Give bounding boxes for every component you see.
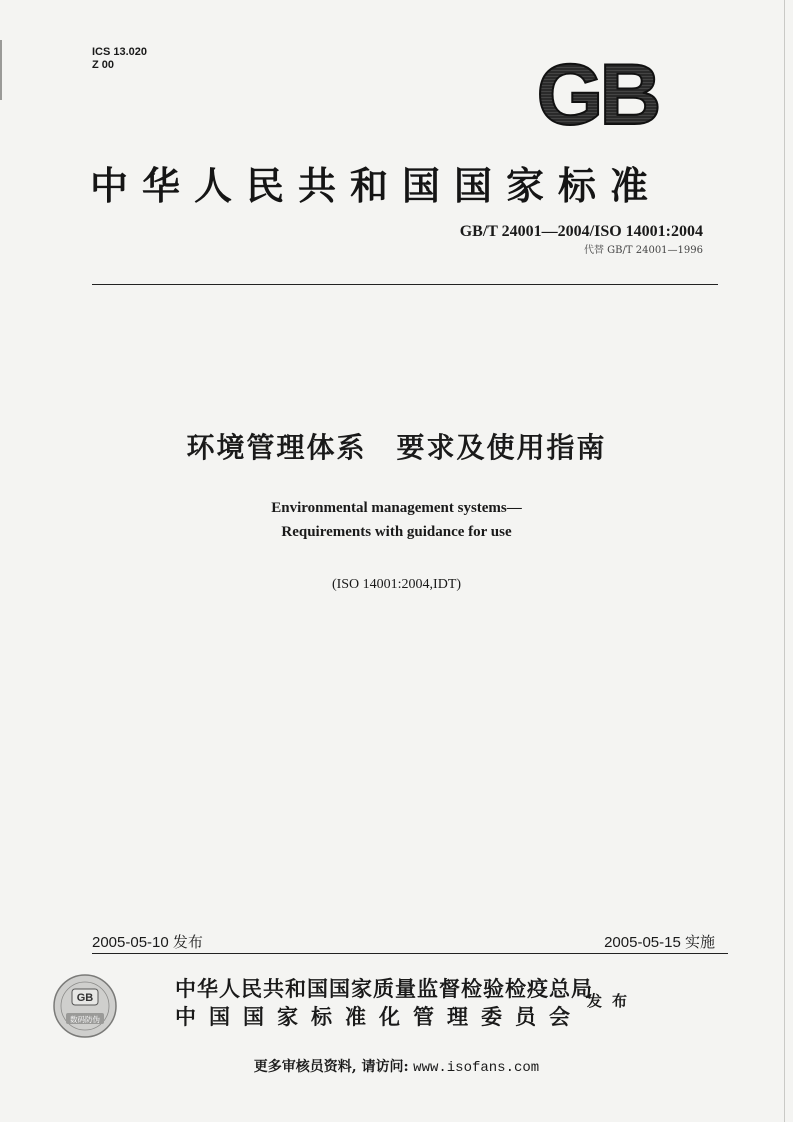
classification-codes	[92, 46, 147, 72]
header-divider	[92, 284, 718, 285]
footer-text: 更多审核员资料, 请访问:	[253, 1059, 409, 1075]
issuer-line1: 中华人民共和国国家质量监督检验检疫总局	[175, 976, 593, 1001]
implementation-date: 2005-05-15 实施	[604, 934, 715, 951]
standard-number-block	[460, 223, 703, 256]
footer-link[interactable]: www.isofans.com	[413, 1060, 540, 1076]
gb-logo	[522, 58, 672, 130]
gb-logo-letters: GB	[536, 58, 658, 130]
chinese-title: 环境管理体系 要求及使用指南	[186, 431, 607, 464]
footer-divider	[92, 953, 728, 954]
standard-number: GB/T 24001—2004/ISO 14001:2004	[459, 223, 703, 240]
iso-equivalence: (ISO 14001:2004,IDT)	[331, 577, 462, 592]
issuer-line2: 中国国家标准化管理委员会	[175, 1004, 583, 1029]
scan-edge-mark	[0, 40, 2, 100]
main-title: 中华人民共和国国家标准	[90, 163, 663, 208]
issue-label: 发布	[587, 992, 638, 1010]
english-title-line2: Requirements with guidance for use	[281, 524, 512, 540]
replaces-standard: 代替 GB/T 24001—1996	[584, 245, 703, 256]
issuing-authorities	[175, 975, 593, 1031]
seal-text: 数码防伪	[70, 1015, 100, 1024]
svg-text:GB: GB	[76, 992, 94, 1004]
page-edge-line	[784, 0, 785, 1122]
english-title-line1: Environmental management systems—	[271, 500, 522, 516]
english-title	[0, 496, 793, 544]
anti-counterfeit-seal-icon	[52, 973, 118, 1039]
footer-note	[0, 1056, 793, 1076]
ics-code: ICS 13.020	[92, 46, 148, 58]
publish-date: 2005-05-10 发布	[92, 934, 203, 951]
ccs-code: Z 00	[92, 59, 115, 71]
